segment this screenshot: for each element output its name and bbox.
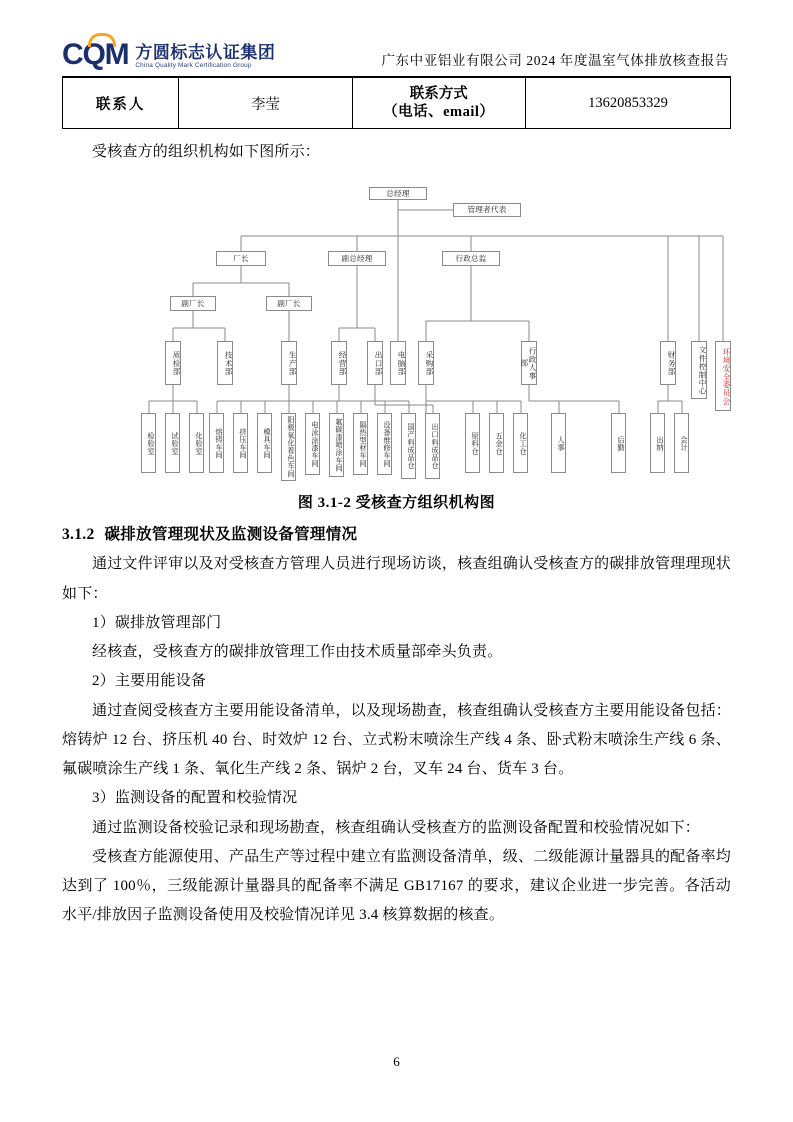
page-header <box>62 0 731 72</box>
org-node-environment-safety-committee: 环境安全委员会 <box>715 341 731 411</box>
org-node-admin-hr-dept: 行政人事部 <box>521 341 537 385</box>
org-node-business-dept: 经营部 <box>331 341 347 385</box>
org-node-administrative-director: 行政总监 <box>442 251 500 266</box>
org-node-production-dept: 生产部 <box>281 341 297 385</box>
org-node-computer-dept: 电脑部 <box>390 341 406 385</box>
contact-method-label-line2: （电话、email） <box>383 104 495 120</box>
org-node-quality-inspection-dept: 质检部 <box>165 341 181 385</box>
paragraph-item-2-body: 通过查阅受核查方主要用能设备清单，以及现场勘查，核查组确认受核查方主要用能设备包括：熔铸炉 12 台、挤压机 40 台、时效炉 12 台、立式粉末喷涂生产线 4 条、卧式粉末喷涂生产线 6 条、氟碳喷涂生产线 1 条、氧化生产线 2 条、锅炉 2 台，叉车 24 台、货车 3 台。 <box>62 702 731 777</box>
org-chart-connectors <box>62 173 731 485</box>
logo-wordmark <box>62 40 128 70</box>
paragraph-item-3-title: 3）监测设备的配置和校验情况 <box>92 790 298 807</box>
org-node-domestic-finished-goods-warehouse: 国产料成品仓 <box>401 413 416 479</box>
page-number: 6 <box>393 1054 400 1069</box>
contact-method-label <box>352 78 525 129</box>
figure-caption: 图 3.1-2 受核查方组织机构图 <box>297 495 496 512</box>
org-node-cashier: 出纳 <box>650 413 665 473</box>
paragraph-carbon-status: 通过文件评审以及对受核查方管理人员进行现场访谈，核查组确认受核查方的碳排放管理理现状如下： <box>62 556 731 602</box>
logo-english-name: China Quality Mark Certification Group <box>135 61 252 69</box>
logo-cqm-text: CQM <box>62 38 129 71</box>
section-title: 碳排放管理现状及监测设备管理情况 <box>104 526 358 544</box>
org-node-mould-workshop: 模具车间 <box>257 413 272 473</box>
contact-method-label-line1: 联系方式 <box>409 85 468 102</box>
section-number: 3.1.2 <box>62 526 95 544</box>
contact-table <box>62 77 731 129</box>
org-node-purchasing-dept: 采购部 <box>418 341 434 385</box>
org-chart <box>62 173 731 485</box>
org-node-finance-dept: 财务部 <box>660 341 676 385</box>
org-node-logistics: 后勤 <box>611 413 626 473</box>
contact-person-value: 李莹 <box>179 78 352 129</box>
org-node-equipment-maintenance-workshop: 设备维修车间 <box>377 413 392 475</box>
org-node-thermal-break-profile-workshop: 隔热型材车间 <box>353 413 368 475</box>
org-node-vice-general-manager: 副总经理 <box>328 251 386 266</box>
section-heading <box>62 522 731 544</box>
table-row <box>63 78 731 129</box>
org-node-accountant: 会计 <box>674 413 689 473</box>
org-node-deputy-plant-manager-2: 副厂长 <box>266 296 312 311</box>
org-node-document-control-center: 文件控制中心 <box>691 341 707 399</box>
org-node-chemical-warehouse: 化工仓 <box>513 413 528 473</box>
paragraph-item-3-body: 通过监测设备校验记录和现场勘查，核查组确认受核查方的监测设备配置和校验情况如下： <box>92 819 701 836</box>
org-node-electrophoretic-painting-workshop: 电泳涂漆车间 <box>305 413 320 475</box>
org-node-extrusion-workshop: 挤压车间 <box>233 413 248 473</box>
org-node-personnel: 人事 <box>551 413 566 473</box>
org-node-management-representative: 管理者代表 <box>453 203 521 217</box>
org-node-test-room: 试验室 <box>165 413 180 473</box>
intro-line: 受核查方的组织机构如下图所示： <box>92 144 321 160</box>
org-node-hardware-warehouse: 五金仓 <box>489 413 504 473</box>
org-node-deputy-plant-manager-1: 副厂长 <box>170 296 216 311</box>
org-node-plant-manager: 厂长 <box>216 251 266 266</box>
org-node-export-finished-goods-warehouse: 出口料成品仓 <box>425 413 440 479</box>
logo-text-block <box>135 44 275 70</box>
org-node-technology-dept: 技术部 <box>217 341 233 385</box>
org-node-export-dept: 出口部 <box>367 341 383 385</box>
paragraph-item-1-title: 1）碳排放管理部门 <box>92 614 222 631</box>
header-doc-title: 广东中亚铝业有限公司 2024 年度温室气体排放核查报告 <box>381 53 729 68</box>
org-node-lab-room: 化验室 <box>189 413 204 473</box>
logo-chinese-name: 方圆标志认证集团 <box>135 42 276 62</box>
cqm-logo <box>62 40 275 70</box>
contact-person-label: 联系人 <box>63 78 179 129</box>
paragraph-item-1-body: 经核查，受核查方的碳排放管理工作由技术质量部牵头负责。 <box>92 644 503 660</box>
paragraph-metering-summary: 受核查方能源使用、产品生产等过程中建立有监测设备清单，级、二级能源计量器具的配备率均达到了 100％，三级能源计量器具的配备率不满足 GB17167 的要求，建议企业进一步完善。各活动水平/排放因子监测设备使用及校验情况详见 3.4 核算数据的核查。 <box>62 848 731 924</box>
org-node-melting-casting-workshop: 熔铸车间 <box>209 413 224 473</box>
contact-method-value: 13620853329 <box>525 78 730 129</box>
org-node-inspection-room: 检验室 <box>141 413 156 473</box>
org-node-general-manager: 总经理 <box>369 187 427 200</box>
org-node-raw-material-warehouse: 原料仓 <box>465 413 480 473</box>
org-node-anodizing-coloring-workshop: 阳极氧化着色车间 <box>281 413 296 481</box>
paragraph-item-2-title: 2）主要用能设备 <box>92 673 207 690</box>
logo-arc-icon <box>88 33 116 47</box>
org-node-fluorocarbon-spray-workshop: 氟碳漆喷涂车间 <box>329 413 344 477</box>
